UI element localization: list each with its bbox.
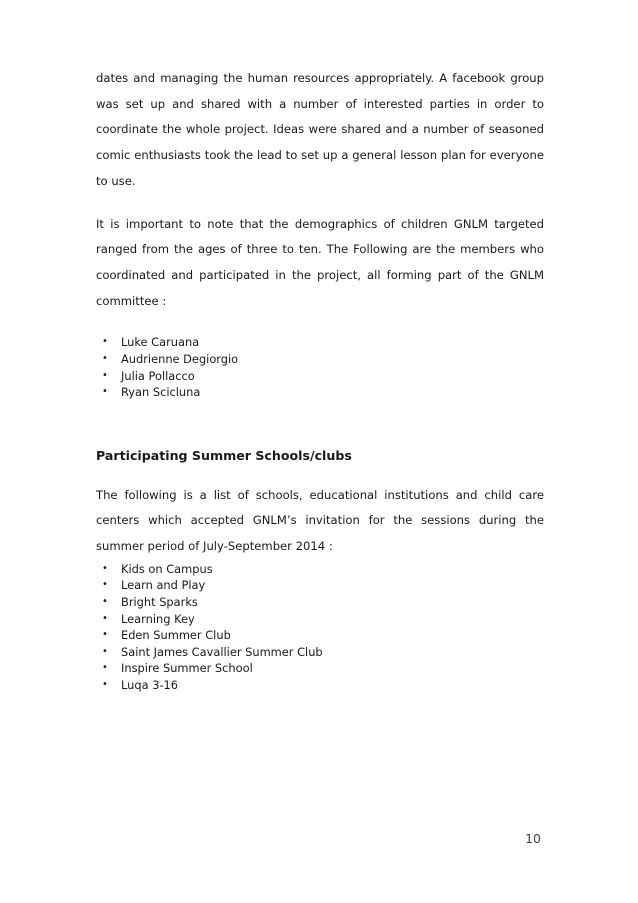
member-name: Ryan Scicluna <box>121 385 201 400</box>
school-name: Inspire Summer School <box>121 661 253 676</box>
bullet-icon: • <box>102 352 108 364</box>
intro-paragraph: dates and managing the human resources appropriately. A facebook group was set up and shared with a number of interested parties in order to coordinate the whole project. Ideas were shared and a number of seasoned comic enthusiasts took the lead to set up a general lesson plan for everyone to use. <box>96 71 544 188</box>
committee-members-list <box>96 334 544 400</box>
list-item <box>96 594 544 611</box>
bullet-icon: • <box>102 336 108 348</box>
bullet-icon: • <box>102 645 108 657</box>
bullet-icon: • <box>102 386 108 398</box>
bullet-icon: • <box>102 369 108 381</box>
demographics-paragraph: It is important to note that the demographics of children GNLM targeted ranged from the ages of three to ten. The Following are the members who coordinated and participated in the project, all forming part of the GNLM committee : <box>96 216 544 308</box>
bullet-icon: • <box>102 662 108 674</box>
school-name: Bright Sparks <box>121 595 198 609</box>
member-name: Audrienne Degiorgio <box>121 351 239 366</box>
section-heading: Participating Summer Schools/clubs <box>96 447 352 463</box>
bullet-icon: • <box>102 612 108 624</box>
list-item <box>96 384 544 401</box>
bullet-icon: • <box>102 629 108 641</box>
schools-intro-paragraph: The following is a list of schools, educational institutions and child care centers which accepted GNLM’s invitation for the sessions during the summer period of July-September 2014 : <box>96 487 544 554</box>
list-item <box>96 677 544 694</box>
list-item <box>96 368 544 385</box>
bullet-icon: • <box>102 562 108 574</box>
school-name: Kids on Campus <box>121 561 213 576</box>
list-item <box>96 660 544 677</box>
list-item <box>96 627 544 644</box>
list-item <box>96 644 544 661</box>
school-name: Learn and Play <box>121 578 206 593</box>
bullet-icon: • <box>102 596 108 607</box>
bullet-icon: • <box>102 678 108 690</box>
list-item <box>96 577 544 594</box>
list-item <box>96 561 544 578</box>
member-name: Luke Caruana <box>121 335 200 350</box>
member-name: Julia Pollacco <box>121 368 195 383</box>
page-number: 10 <box>525 831 541 846</box>
school-name: Saint James Cavallier Summer Club <box>121 644 323 659</box>
schools-list <box>96 561 544 694</box>
document-page <box>96 66 544 694</box>
school-name: Luqa 3-16 <box>121 677 179 692</box>
bullet-icon: • <box>102 579 108 591</box>
list-item <box>96 351 544 368</box>
school-name: Learning Key <box>121 611 195 626</box>
list-item <box>96 611 544 628</box>
school-name: Eden Summer Club <box>121 628 231 643</box>
list-item <box>96 334 544 351</box>
